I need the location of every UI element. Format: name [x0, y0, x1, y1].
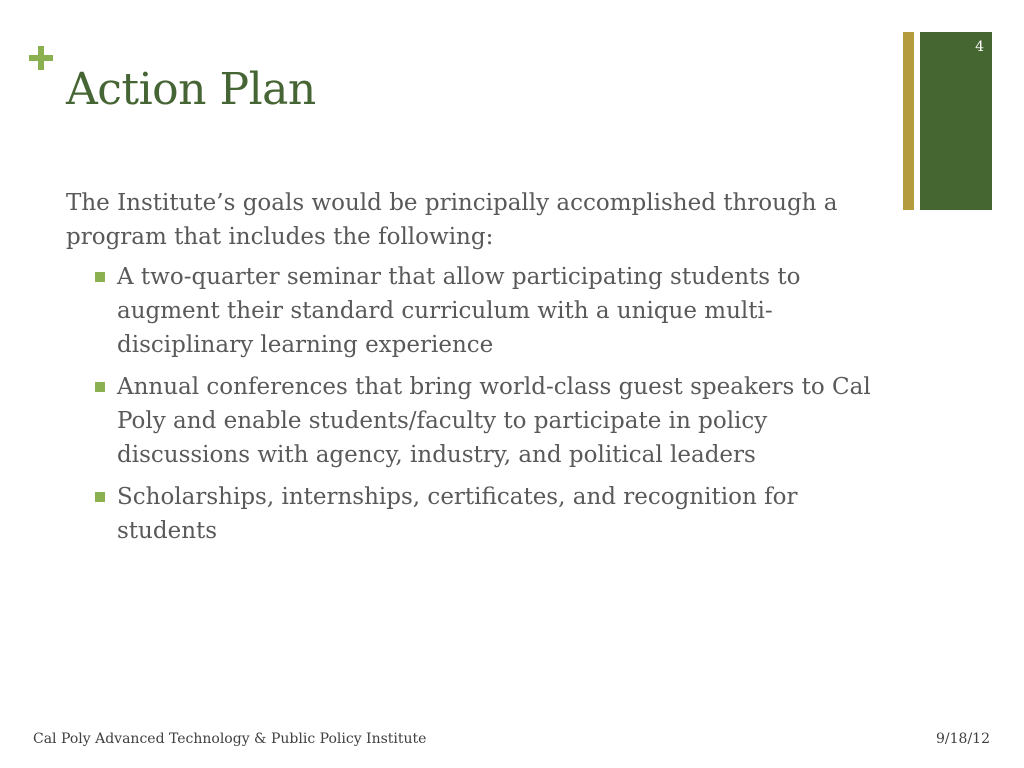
footer-date: 9/18/12 — [936, 731, 990, 747]
square-bullet-icon — [95, 272, 105, 282]
bullet-text: Annual conferences that bring world-class guest speakers to Cal Poly and enable students/faculty to participate in policy discussions with agency, industry, and political leaders — [117, 374, 871, 468]
intro-paragraph: The Institute’s goals would be principally accomplished through a program that includes the following: — [66, 190, 838, 250]
bullet-item — [66, 480, 886, 548]
accent-block-green — [920, 32, 992, 210]
bullet-list — [66, 260, 886, 548]
slide-title: Action Plan — [66, 64, 316, 115]
square-bullet-icon — [95, 382, 105, 392]
slide-body — [66, 186, 886, 556]
accent-bar-gold — [903, 32, 914, 210]
plus-icon — [27, 44, 55, 72]
square-bullet-icon — [95, 492, 105, 502]
bullet-item — [66, 370, 886, 472]
footer-organization: Cal Poly Advanced Technology & Public Policy Institute — [33, 731, 427, 747]
bullet-item — [66, 260, 886, 362]
bullet-text: A two-quarter seminar that allow participating students to augment their standard curriculum with a unique multi-disciplinary learning experience — [117, 264, 801, 358]
bullet-text: Scholarships, internships, certificates, and recognition for students — [117, 484, 798, 544]
slide-number: 4 — [975, 39, 984, 55]
